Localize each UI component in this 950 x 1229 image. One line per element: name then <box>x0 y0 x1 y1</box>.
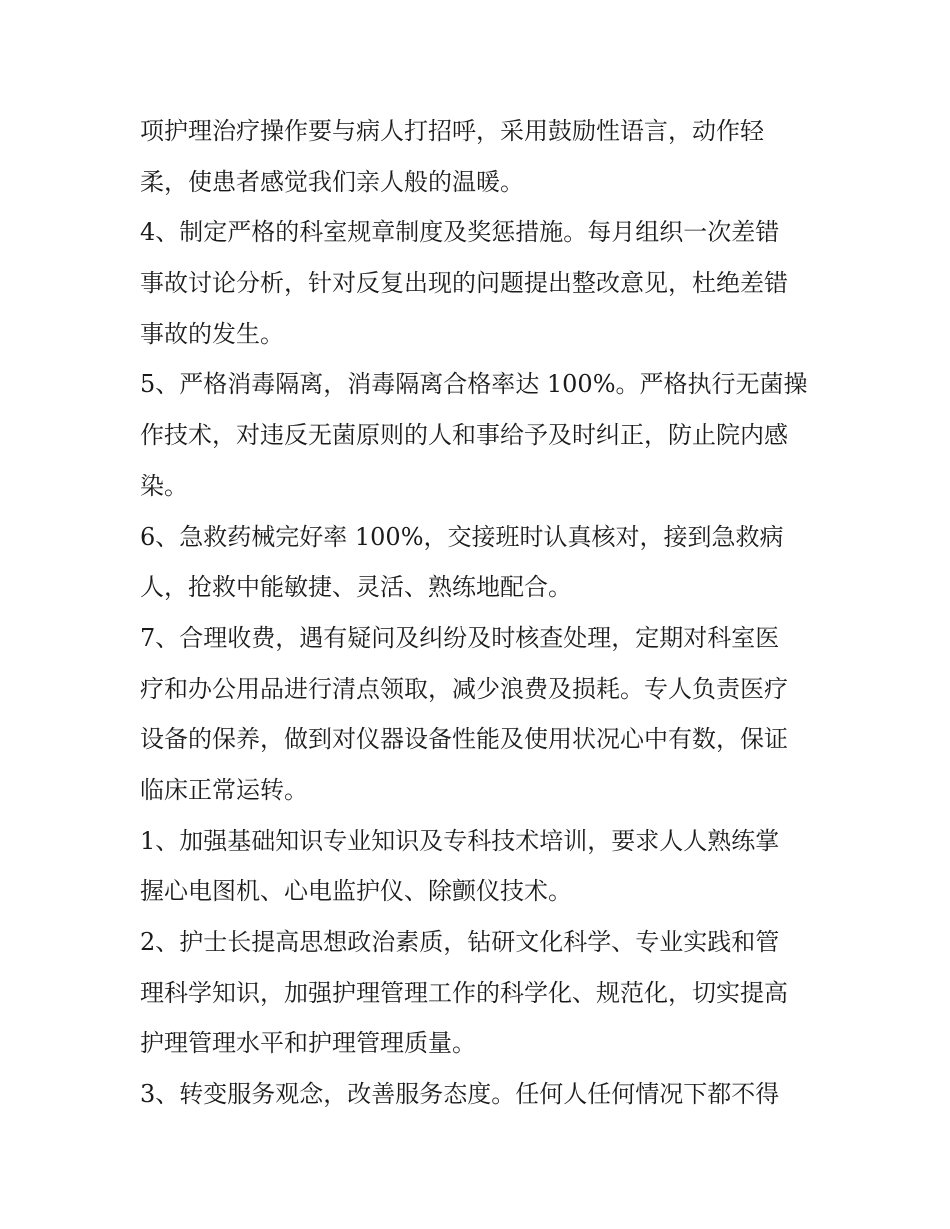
text-line: 作技术，对违反无菌原则的人和事给予及时纠正，防止院内感 <box>140 421 788 450</box>
text-line: 项护理治疗操作要与病人打招呼，采用鼓励性语言，动作轻 <box>140 117 764 145</box>
text-line: 疗和办公用品进行清点领取，减少浪费及损耗。专人负责医疗 <box>140 674 788 703</box>
text-line: 染。 <box>140 471 188 500</box>
document-body <box>140 106 820 1120</box>
text-line: 1、加强基础知识专业知识及专科技术培训，要求人人熟练掌 <box>140 826 780 855</box>
text-line: 2、护士长提高思想政治素质，钻研文化科学、专业实践和管 <box>140 928 780 956</box>
text-line: 人，抢救中能敏捷、灵活、熟练地配合。 <box>140 573 572 602</box>
text-line: 6、急救药械完好率 100%，交接班时认真核对，接到急救病 <box>140 522 784 551</box>
text-line: 7、合理收费，遇有疑问及纠纷及时核查处理，定期对科室医 <box>140 623 780 652</box>
text-line: 柔，使患者感觉我们亲人般的温暖。 <box>140 167 524 196</box>
text-line: 4、制定严格的科室规章制度及奖惩措施。每月组织一次差错 <box>140 218 780 247</box>
text-line: 握心电图机、心电监护仪、除颤仪技术。 <box>140 877 572 906</box>
text-line: 护理管理水平和护理管理质量。 <box>140 1029 476 1058</box>
text-line: 事故的发生。 <box>140 319 284 348</box>
text-line: 事故讨论分析，针对反复出现的问题提出整改意见，杜绝差错 <box>140 269 788 298</box>
text-line: 5、严格消毒隔离，消毒隔离合格率达 100%。严格执行无菌操 <box>140 370 808 399</box>
text-line: 3、转变服务观念，改善服务态度。任何人任何情况下都不得 <box>140 1080 780 1109</box>
text-line: 设备的保养，做到对仪器设备性能及使用状况心中有数，保证 <box>140 725 788 754</box>
text-line: 临床正常运转。 <box>140 775 308 804</box>
text-line: 理科学知识，加强护理管理工作的科学化、规范化，切实提高 <box>140 978 788 1007</box>
